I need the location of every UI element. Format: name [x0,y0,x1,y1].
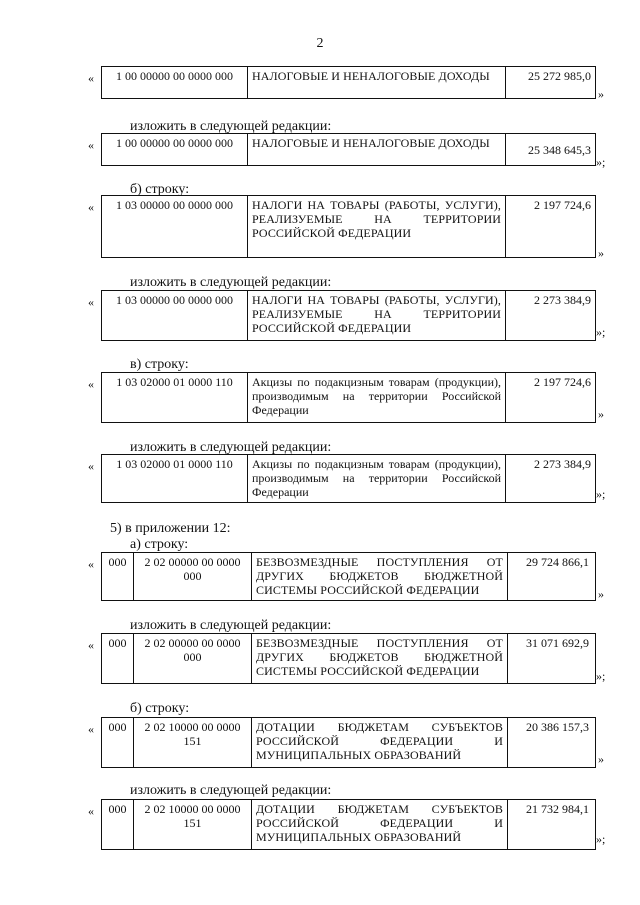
instruction-text: изложить в следующей редакции: [130,119,332,134]
section-heading: 5) в приложении 12: [110,521,231,536]
open-quote: « [88,200,94,214]
open-quote: « [88,138,94,152]
close-quote: » [598,87,604,101]
budget-row [101,717,596,768]
close-quote: » [598,407,604,421]
close-quote: »; [596,669,606,683]
row-name: НАЛОГОВЫЕ И НЕНАЛОГОВЫЕ ДОХОДЫ [248,134,506,166]
row-amount: 20 386 157,3 [508,718,596,768]
instruction-text: изложить в следующей редакции: [130,618,332,633]
instruction-text: изложить в следующей редакции: [130,783,332,798]
row-amount: 2 197 724,6 [506,373,596,423]
instruction-text: в) строку: [130,357,189,372]
open-quote: « [88,295,94,309]
open-quote: « [88,638,94,652]
close-quote: » [598,246,604,260]
kbk-code: 1 00 00000 00 0000 000 [102,67,248,99]
row-amount: 2 273 384,9 [506,455,596,503]
budget-row [101,552,596,601]
instruction-text: а) строку: [130,537,189,552]
row-name: БЕЗВОЗМЕЗДНЫЕ ПОСТУПЛЕНИЯ ОТ ДРУГИХ БЮДЖЕТОВ БЮДЖЕТНОЙ СИСТЕМЫ РОССИЙСКОЙ ФЕДЕРАЦИИ [252,634,508,684]
admin-code: 000 [102,634,134,684]
budget-row [101,372,596,423]
close-quote: »; [596,325,606,339]
open-quote: « [88,557,94,571]
row-name: ДОТАЦИИ БЮДЖЕТАМ СУБЪЕКТОВ РОССИЙСКОЙ ФЕДЕРАЦИИ И МУНИЦИПАЛЬНЫХ ОБРАЗОВАНИЙ [252,800,508,850]
open-quote: « [88,804,94,818]
close-quote: »; [596,832,606,846]
row-amount: 25 272 985,0 [506,67,596,99]
budget-row [101,633,596,684]
instruction-text: б) строку: [130,701,190,716]
budget-row [101,133,596,166]
row-name: НАЛОГИ НА ТОВАРЫ (РАБОТЫ, УСЛУГИ), РЕАЛИЗУЕМЫЕ НА ТЕРРИТОРИИ РОССИЙСКОЙ ФЕДЕРАЦИИ [248,196,506,258]
row-amount: 25 348 645,3 [506,134,596,166]
kbk-code: 2 02 00000 00 0000 000 [134,553,252,601]
row-name: НАЛОГИ НА ТОВАРЫ (РАБОТЫ, УСЛУГИ), РЕАЛИЗУЕМЫЕ НА ТЕРРИТОРИИ РОССИЙСКОЙ ФЕДЕРАЦИИ [248,291,506,341]
close-quote: » [598,752,604,766]
budget-row [101,454,596,503]
kbk-code: 1 03 02000 01 0000 110 [102,455,248,503]
budget-row [101,195,596,258]
instruction-text: изложить в следующей редакции: [130,440,332,455]
close-quote: »; [596,155,606,169]
row-name: Акцизы по подакцизным товарам (продукции), производимым на территории Российской Федерации [248,373,506,423]
kbk-code: 1 03 00000 00 0000 000 [102,196,248,258]
budget-row [101,290,596,341]
budget-row [101,799,596,850]
budget-row [101,66,596,99]
instruction-text: б) строку: [130,182,190,197]
admin-code: 000 [102,718,134,768]
open-quote: « [88,722,94,736]
row-name: НАЛОГОВЫЕ И НЕНАЛОГОВЫЕ ДОХОДЫ [248,67,506,99]
row-amount: 2 197 724,6 [506,196,596,258]
close-quote: » [598,587,604,601]
kbk-code: 2 02 10000 00 0000 151 [134,800,252,850]
kbk-code: 1 03 02000 01 0000 110 [102,373,248,423]
close-quote: »; [596,487,606,501]
row-name: БЕЗВОЗМЕЗДНЫЕ ПОСТУПЛЕНИЯ ОТ ДРУГИХ БЮДЖЕТОВ БЮДЖЕТНОЙ СИСТЕМЫ РОССИЙСКОЙ ФЕДЕРАЦИИ [252,553,508,601]
kbk-code: 1 00 00000 00 0000 000 [102,134,248,166]
kbk-code: 1 03 00000 00 0000 000 [102,291,248,341]
open-quote: « [88,71,94,85]
kbk-code: 2 02 00000 00 0000 000 [134,634,252,684]
instruction-text: изложить в следующей редакции: [130,275,332,290]
row-name: Акцизы по подакцизным товарам (продукции), производимым на территории Российской Федерации [248,455,506,503]
open-quote: « [88,377,94,391]
admin-code: 000 [102,553,134,601]
open-quote: « [88,459,94,473]
admin-code: 000 [102,800,134,850]
row-amount: 31 071 692,9 [508,634,596,684]
kbk-code: 2 02 10000 00 0000 151 [134,718,252,768]
row-name: ДОТАЦИИ БЮДЖЕТАМ СУБЪЕКТОВ РОССИЙСКОЙ ФЕДЕРАЦИИ И МУНИЦИПАЛЬНЫХ ОБРАЗОВАНИЙ [252,718,508,768]
row-amount: 2 273 384,9 [506,291,596,341]
row-amount: 29 724 866,1 [508,553,596,601]
row-amount: 21 732 984,1 [508,800,596,850]
page-number: 2 [316,36,324,51]
